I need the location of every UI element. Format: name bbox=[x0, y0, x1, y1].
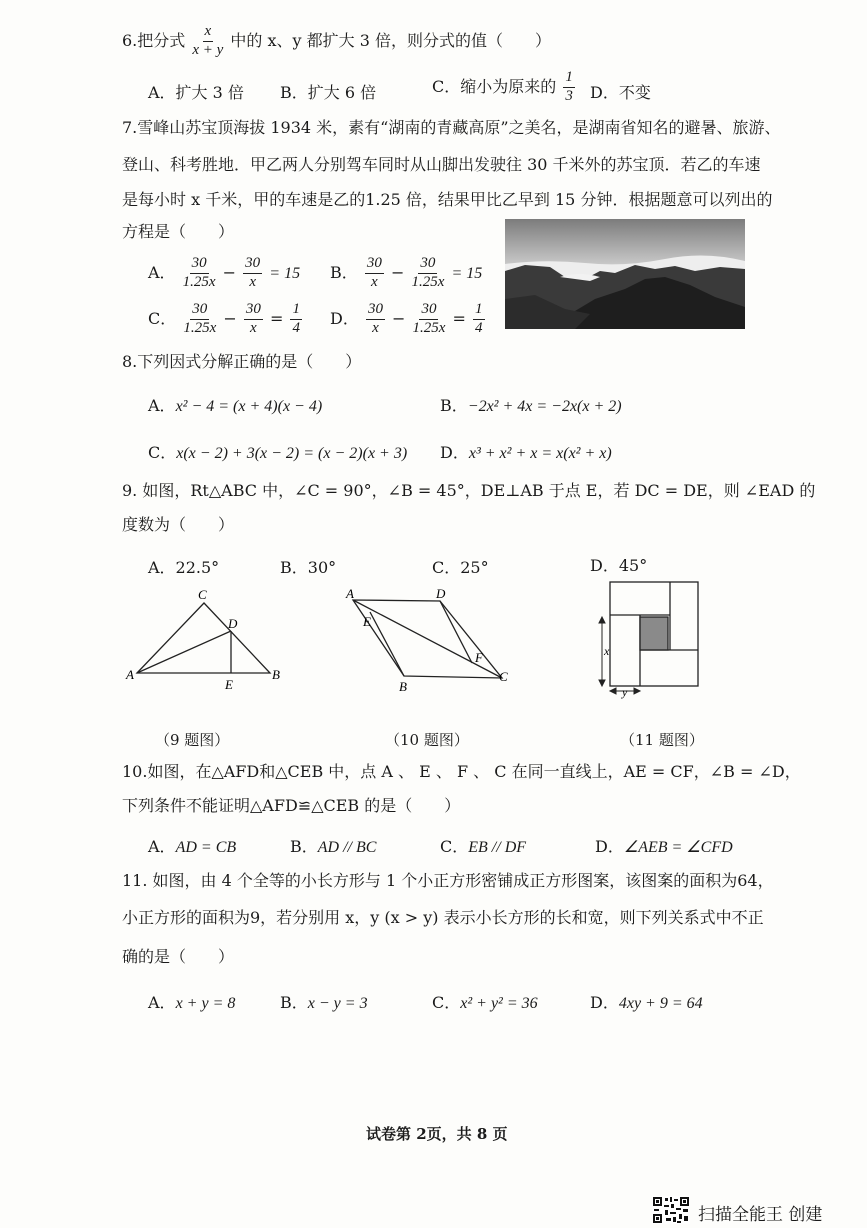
q6-option-d: D．不变 bbox=[590, 83, 651, 102]
q6-stem-b: 中的 x、y 都扩大 3 倍，则分式的值（ ） bbox=[230, 30, 551, 50]
fig10-label-b: B bbox=[399, 679, 407, 694]
q9-option-d: D．45° bbox=[590, 556, 648, 575]
fig9-label-d: D bbox=[228, 616, 238, 631]
fig11-small-square bbox=[640, 617, 668, 650]
q7-b-d1: x bbox=[371, 273, 378, 290]
q6-fraction bbox=[192, 24, 223, 59]
q10-d-label: D． bbox=[595, 837, 624, 856]
q11-d-expr: 4xy + 9 = 64 bbox=[618, 995, 703, 1012]
q7-d-rd: 4 bbox=[475, 319, 483, 336]
q7-b-rhs: = 15 bbox=[451, 264, 483, 282]
q7-a-op: − bbox=[222, 262, 237, 282]
q8-a-expr: x² − 4 = (x + 4)(x − 4) bbox=[175, 398, 323, 415]
q11-c-label: C． bbox=[432, 993, 461, 1012]
q8-d-expr: x³ + x² + x = x(x² + x) bbox=[468, 445, 612, 462]
q7-a-n2: 30 bbox=[243, 256, 262, 274]
q11-option-a bbox=[148, 990, 235, 1013]
q7-d-n2: 30 bbox=[419, 302, 438, 320]
q7-c-rn: 1 bbox=[290, 302, 302, 320]
page-number: 试卷第 2页，共 8 页 bbox=[366, 1125, 508, 1143]
q7-c-n1: 30 bbox=[190, 302, 209, 320]
q8-option-b bbox=[440, 393, 622, 416]
fig11-label-x: x bbox=[604, 644, 610, 658]
q7-d-d2: 1.25x bbox=[412, 319, 446, 336]
q11-a-expr: x + y = 8 bbox=[175, 995, 236, 1012]
q11-line-2: 小正方形的面积为9，若分别用 x，y (x > y) 表示小长方形的长和宽，则下列关系式中不正 bbox=[122, 908, 764, 927]
q8-stem: 8.下列因式分解正确的是（ ） bbox=[122, 352, 362, 371]
q7-c-d1: 1.25x bbox=[183, 319, 217, 336]
fig11-x-arrow-top bbox=[599, 617, 605, 623]
figure-10 bbox=[340, 580, 520, 700]
q7-b-frac-2 bbox=[411, 256, 444, 291]
q7-c-frac-rhs bbox=[290, 302, 302, 337]
q7-option-a bbox=[148, 256, 300, 291]
q10-c-expr: EB // DF bbox=[468, 839, 527, 856]
q7-b-op: − bbox=[390, 262, 405, 282]
fig9-label-a: A bbox=[126, 667, 134, 682]
q10-option-b bbox=[290, 834, 376, 857]
q10-line-1: 10.如图，在△AFD和△CEB 中，点 A 、 E 、 F 、 C 在同一直线上，AE = CF，∠B = ∠D， bbox=[122, 762, 801, 781]
q7-c-frac-2 bbox=[244, 302, 263, 337]
q8-option-d bbox=[440, 440, 612, 463]
q8-d-label: D． bbox=[440, 443, 469, 462]
q6-option-c-fraction bbox=[563, 70, 575, 105]
fig10-label-a: A bbox=[346, 586, 354, 601]
fig10-segment-eb bbox=[370, 612, 404, 676]
q8-a-label: A． bbox=[148, 396, 176, 415]
fig9-label-b: B bbox=[272, 667, 280, 682]
q7-b-label: B． bbox=[330, 262, 358, 282]
qr-code-icon bbox=[652, 1196, 690, 1224]
fig11-caption: （11 题图） bbox=[620, 731, 704, 749]
q7-line-2: 登山、科考胜地．甲乙两人分别驾车同时从山脚出发驶往 30 千米外的苏宝顶．若乙的车速 bbox=[122, 155, 761, 174]
fig11-label-y: y bbox=[622, 685, 628, 699]
q7-line-1: 7.雪峰山苏宝顶海拔 1934 米，素有“湖南的青藏高原”之美名，是湖南省知名的避暑、旅游、 bbox=[122, 118, 781, 137]
q7-c-d2: x bbox=[250, 319, 257, 336]
q6-frac-num: x bbox=[203, 24, 214, 42]
q6-stem-a: 6.把分式 bbox=[122, 30, 186, 50]
fig10-caption: （10 题图） bbox=[385, 731, 469, 749]
q7-b-frac-1 bbox=[365, 256, 384, 291]
q10-line-2: 下列条件不能证明△AFD≌△CEB 的是（ ） bbox=[122, 796, 461, 815]
q11-b-expr: x − y = 3 bbox=[307, 995, 368, 1012]
q7-a-frac-2 bbox=[243, 256, 262, 291]
q7-b-n1: 30 bbox=[365, 256, 384, 274]
q7-c-op: − bbox=[223, 308, 237, 328]
q7-c-frac-1 bbox=[183, 302, 216, 337]
q10-option-c bbox=[440, 834, 526, 857]
q9-option-b: B．30° bbox=[280, 558, 337, 577]
q10-d-expr: ∠AEB = ∠CFD bbox=[623, 839, 733, 856]
q6-option-a: A．扩大 3 倍 bbox=[148, 83, 244, 102]
q7-d-frac-rhs bbox=[473, 302, 485, 337]
q7-a-n1: 30 bbox=[190, 256, 209, 274]
fig10-segment-ac bbox=[353, 600, 502, 678]
q7-a-frac-1 bbox=[183, 256, 216, 291]
fig10-label-d: D bbox=[436, 586, 446, 601]
fig9-caption: （9 题图） bbox=[155, 731, 230, 749]
q7-a-d2: x bbox=[249, 273, 256, 290]
fig9-label-e: E bbox=[225, 677, 233, 692]
q6-option-b: B．扩大 6 倍 bbox=[280, 83, 377, 102]
q10-c-label: C． bbox=[440, 837, 469, 856]
fig11-y-arrow-right bbox=[634, 688, 640, 694]
q11-b-label: B． bbox=[280, 993, 308, 1012]
q7-option-b bbox=[330, 256, 482, 291]
fig11-x-arrow-bottom bbox=[599, 680, 605, 686]
fig9-triangle-abc bbox=[137, 603, 270, 673]
q7-b-n2: 30 bbox=[418, 256, 437, 274]
q8-option-a bbox=[148, 393, 322, 416]
q6-c-num: 1 bbox=[563, 70, 575, 88]
q7-d-n1: 30 bbox=[366, 302, 385, 320]
q7-d-eq: = bbox=[452, 308, 466, 328]
q7-d-label: D． bbox=[330, 308, 359, 328]
q7-a-d1: 1.25x bbox=[182, 273, 216, 290]
q6-frac-den: x + y bbox=[192, 41, 224, 58]
q8-b-expr: −2x² + 4x = −2x(x + 2) bbox=[467, 398, 622, 415]
q7-d-rn: 1 bbox=[473, 302, 485, 320]
scanner-watermark: 扫描全能王 创建 bbox=[698, 1205, 823, 1225]
q10-a-label: A． bbox=[148, 837, 176, 856]
q11-line-3: 确的是（ ） bbox=[122, 947, 235, 966]
q11-option-d bbox=[590, 990, 703, 1013]
q9-option-c: C．25° bbox=[432, 558, 489, 577]
fig10-label-c: C bbox=[499, 669, 508, 684]
q8-b-label: B． bbox=[440, 396, 468, 415]
q7-c-eq: = bbox=[269, 308, 284, 328]
q7-option-c bbox=[148, 302, 304, 337]
q7-a-rhs: = 15 bbox=[269, 264, 301, 282]
q11-option-c bbox=[432, 990, 538, 1013]
q6-option-c bbox=[432, 70, 577, 105]
q9-line-2: 度数为（ ） bbox=[122, 515, 235, 534]
q11-line-1: 11. 如图，由 4 个全等的小长方形与 1 个小正方形密铺成正方形图案，该图案的面积为64， bbox=[122, 871, 774, 890]
q11-c-expr: x² + y² = 36 bbox=[460, 995, 538, 1012]
q8-c-expr: x(x − 2) + 3(x − 2) = (x − 2)(x + 3) bbox=[176, 445, 408, 462]
figure-9 bbox=[120, 585, 290, 695]
q7-c-rd: 4 bbox=[292, 319, 300, 336]
q11-a-label: A． bbox=[148, 993, 176, 1012]
q9-line-1: 9. 如图，Rt△ABC 中，∠C = 90°，∠B = 45°，DE⊥AB 于点 E，若 DC = DE，则 ∠EAD 的 bbox=[122, 481, 816, 500]
q7-d-op: − bbox=[392, 308, 406, 328]
q11-d-label: D． bbox=[590, 993, 619, 1012]
q6-c-den: 3 bbox=[565, 87, 573, 104]
q7-a-label: A． bbox=[148, 262, 176, 282]
q6-stem bbox=[122, 24, 551, 59]
q7-d-frac-1 bbox=[366, 302, 385, 337]
q7-c-label: C． bbox=[148, 308, 177, 328]
q7-option-d bbox=[330, 302, 487, 337]
mountain-photo bbox=[505, 219, 745, 329]
q7-b-d2: 1.25x bbox=[411, 273, 445, 290]
q11-option-b bbox=[280, 990, 368, 1013]
q8-c-label: C． bbox=[148, 443, 177, 462]
q7-d-d1: x bbox=[372, 319, 379, 336]
figure-11 bbox=[590, 575, 710, 705]
fig10-label-e: E bbox=[363, 614, 371, 629]
q10-b-expr: AD // BC bbox=[317, 839, 377, 856]
fig10-label-f: F bbox=[475, 650, 483, 665]
q10-a-expr: AD = CB bbox=[175, 839, 237, 856]
q7-d-frac-2 bbox=[413, 302, 446, 337]
q8-option-c bbox=[148, 440, 407, 463]
fig9-label-c: C bbox=[198, 587, 207, 602]
q9-option-a: A．22.5° bbox=[148, 558, 220, 577]
q10-option-d bbox=[595, 834, 733, 857]
q7-line-4: 方程是（ ） bbox=[122, 222, 235, 241]
q7-line-3: 是每小时 x 千米，甲的车速是乙的1.25 倍，结果甲比乙早到 15 分钟．根据题意可以列出的 bbox=[122, 190, 773, 209]
fig11-y-arrow-left bbox=[610, 688, 616, 694]
fig9-segment-ad bbox=[137, 631, 231, 673]
q6-option-c-text: C．缩小为原来的 bbox=[432, 76, 557, 96]
q10-option-a bbox=[148, 834, 236, 857]
q10-b-label: B． bbox=[290, 837, 318, 856]
q7-c-n2: 30 bbox=[244, 302, 263, 320]
